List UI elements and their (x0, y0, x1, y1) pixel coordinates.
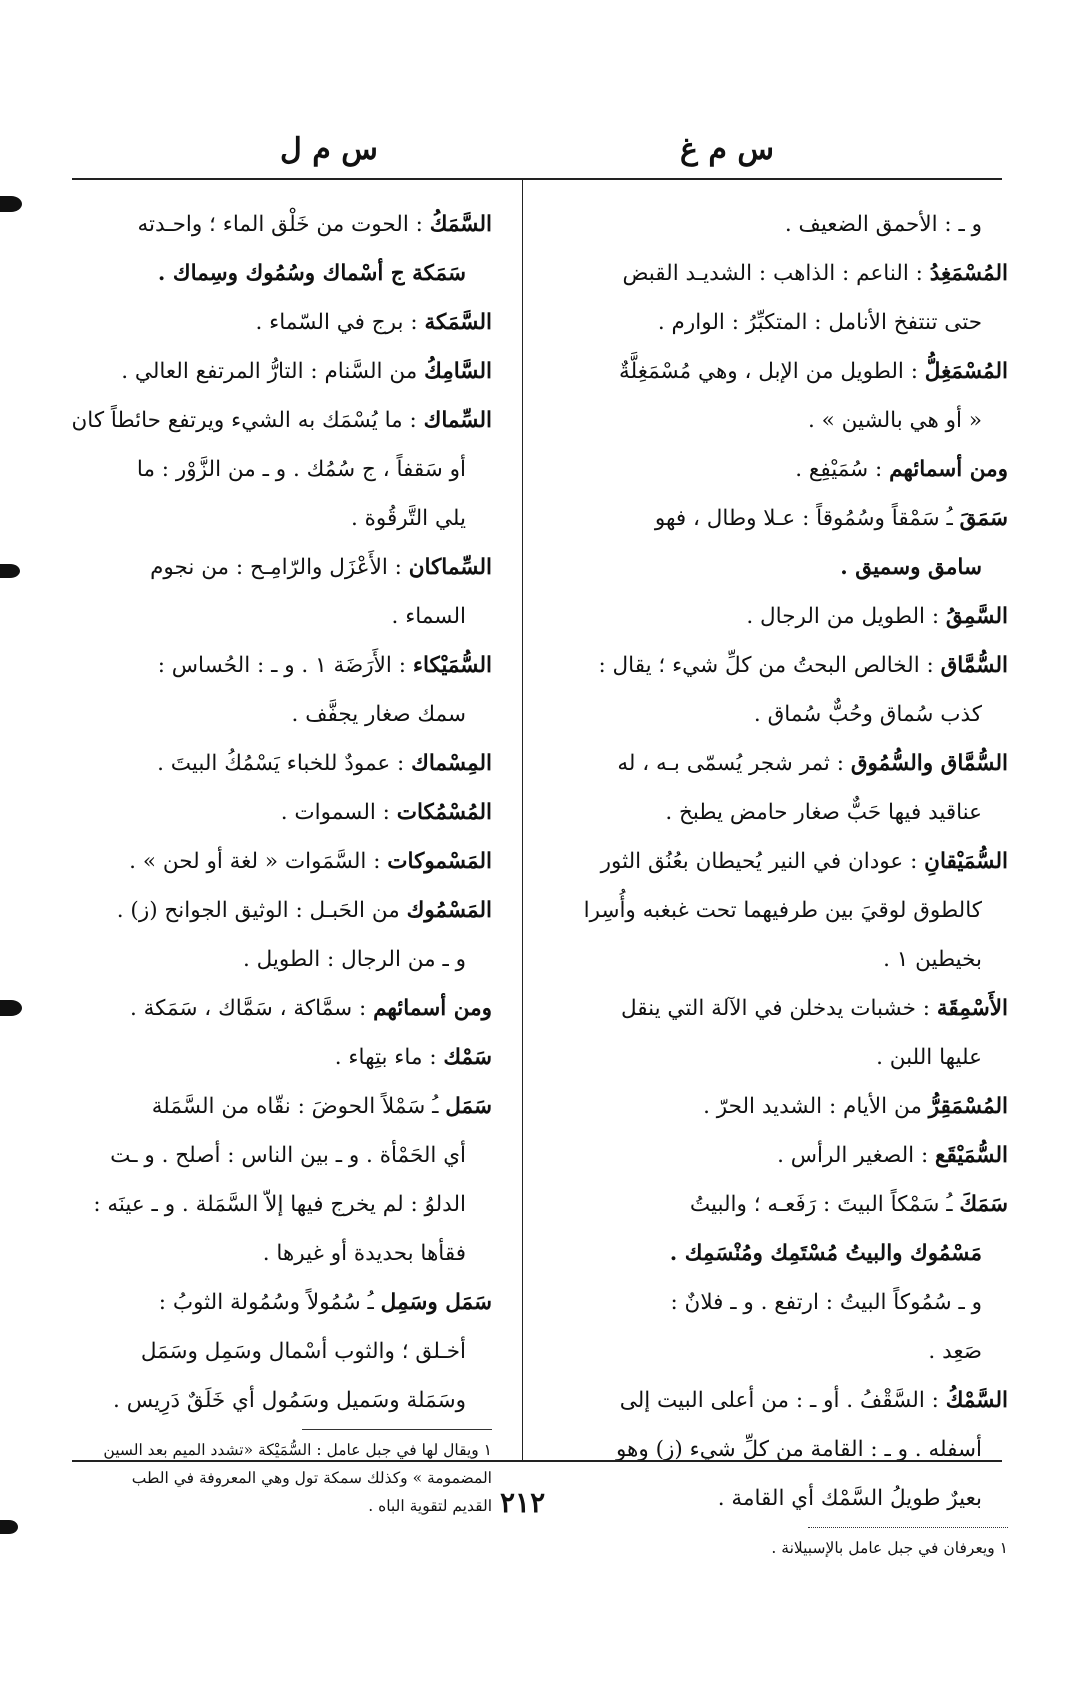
headword: السُّمَّاق والسُّمُوق (850, 751, 1008, 776)
definition-text: : ثمر شجر يُسمّى بـه ، له (617, 751, 844, 776)
entry-continuation (64, 445, 492, 494)
definition-text: : السَّمَوات « لغة أو لحن » . (129, 849, 381, 874)
dictionary-entry (64, 543, 492, 592)
headword: السَّامِكُ (424, 359, 492, 384)
definition-text: : عودان في النير يُحيطان بعُنُق الثور (600, 849, 918, 874)
dictionary-entry (64, 641, 492, 690)
definition-text: : عمودٌ للخباء يَسْمُكُ البيتَ . (157, 751, 405, 776)
dictionary-entry (64, 298, 492, 347)
headword: سَمَقَ (959, 506, 1008, 531)
dictionary-entry (578, 347, 1008, 396)
entry-continuation (578, 886, 1008, 935)
headword: المُسْمَقِرُّ (928, 1094, 1008, 1119)
headword: ومن أسمائهم (373, 996, 492, 1021)
definition-text: : الخالص البحتُ من كلِّ شيء ؛ يقال : (598, 653, 934, 678)
footnote-line: المضمومة » وكذلك سمكة تول وهي المعروفة في الطب (131, 1469, 492, 1487)
definition-text: فقأها بحديدة أو غيرها . (262, 1241, 466, 1266)
definition-text: سامق وسميق . (840, 555, 982, 580)
definition-text: : ماء بتِهاء . (334, 1045, 437, 1070)
dictionary-entry (64, 788, 492, 837)
definition-text: ـُ سَمْلاً الحوضَ : نقّاه من السَّمَلة (151, 1094, 439, 1119)
definition-text: كذب سُماق وحُبٌّ سُماق . (753, 702, 982, 727)
definition-text: سَمَكة ج أسْماك وسُمُوك وسِماك . (157, 261, 466, 286)
footnote-rule (302, 1429, 492, 1430)
headword: المُسْمُكات (396, 800, 492, 825)
footer-rule (72, 1460, 1002, 1462)
definition-text: « أو هي بالشين » . (807, 408, 982, 433)
header-rule (72, 178, 1002, 180)
entry-continuation (578, 1229, 1008, 1278)
definition-text: حتى تنتفخ الأنامل : المتكبِّرُ : الوارم . (657, 310, 982, 335)
definition-text: ـُ سُمُولاً وسُمُولة الثوبُ : (158, 1290, 374, 1315)
definition-text: من الحَبـل : الوثيق الجوانح (ز) . (116, 898, 400, 923)
dictionary-entry (578, 249, 1008, 298)
dictionary-entry (64, 739, 492, 788)
entry-continuation (578, 1033, 1008, 1082)
definition-text: سمك صغار يجفَّف . (291, 702, 466, 727)
dictionary-entry (64, 886, 492, 935)
definition-text: أو سَقفاً ، ج سُمُك . و ـ من الزَّوْر : ما (136, 457, 466, 482)
column-divider (522, 178, 523, 1460)
definition-text: مَسْمُوك والبيتُ مُسْتَمِك ومُنْسَمِك . (669, 1241, 982, 1266)
dictionary-entry (578, 445, 1008, 494)
footnote-rule (808, 1527, 1008, 1528)
footnote-line: ١ ويقال لها في جبل عامل : السُّمَيْكة «تشدد الميم بعد السين (103, 1441, 492, 1459)
definition-text: : الحوت من خَلْق الماء ؛ واحـدته (137, 212, 423, 237)
right-column (578, 200, 1008, 1562)
entry-continuation (64, 1131, 492, 1180)
entry-continuation (64, 1376, 492, 1425)
headword: المَسْمُوك (406, 898, 492, 923)
entry-continuation (64, 1180, 492, 1229)
dictionary-entry (578, 1082, 1008, 1131)
definition-text: : سُمَيْفِع . (795, 457, 883, 482)
definition-text: من السَّنام : التارُّ المرتفع العالي . (121, 359, 418, 384)
headword: السَّمَكة (424, 310, 492, 335)
dictionary-entry (64, 1278, 492, 1327)
headword: السِّماكان (408, 555, 492, 580)
headword: السُّمَيْكاء (412, 653, 492, 678)
definition-text: : الصغير الرأس . (777, 1143, 929, 1168)
dictionary-entry (64, 837, 492, 886)
headword: سَمَل (445, 1094, 492, 1119)
headword: الأَسْمِقَة (936, 996, 1008, 1021)
footnote-line: ١ ويعرفان في جبل عامل بالإسبيلانة . (771, 1539, 1008, 1557)
definition-text: كالطوق لوقيَ بين طرفيهما تحت غبغبه وأُسِرا (583, 898, 982, 923)
definition-text: : السَّقْفُ . أو ـ : من أعلى البيت إلى (619, 1388, 939, 1413)
entry-continuation (578, 1425, 1008, 1474)
entry-continuation (578, 690, 1008, 739)
definition-text: صَعِد . (928, 1339, 982, 1364)
headword: السُّمَّاق (940, 653, 1008, 678)
dictionary-entry (578, 494, 1008, 543)
definition-text: : خشبات يدخلن في الآلة التي ينقل (620, 996, 931, 1021)
definition-text: من الأيام : الشديد الحرّ . (703, 1094, 922, 1119)
binding-mark (0, 1520, 18, 1534)
definition-text: عناقيد فيها حَبٌّ صغار حامض يطبخ . (665, 800, 982, 825)
dictionary-entry (578, 739, 1008, 788)
dictionary-entry (578, 1131, 1008, 1180)
left-column (64, 200, 492, 1520)
headword: ومن أسمائهم (889, 457, 1008, 482)
definition-text: ـُ سَمْقاً وسُمُوقاً : عـلا وطال ، فهو (654, 506, 953, 531)
entry-continuation (578, 1474, 1008, 1523)
page-number: ٢١٢ (500, 1486, 546, 1519)
dictionary-entry (578, 1376, 1008, 1425)
dictionary-entry (64, 1082, 492, 1131)
entry-continuation (578, 543, 1008, 592)
definition-text: أسفله . و ـ : القامة من كلِّ شيء (ز) وهو (615, 1437, 982, 1462)
entry-continuation (64, 1229, 492, 1278)
headword: المَسْموكات (387, 849, 492, 874)
definition-text: : الأَرَضَة ١ . و ـ : الحُساس : (157, 653, 406, 678)
headword: السِّماك (423, 408, 492, 433)
definition-text: : سمَّاكة ، سَمَّاك ، سَمَكة . (129, 996, 367, 1021)
footnote-line: القديم لتقوية الباه . (368, 1497, 492, 1515)
definition-text: الدلوُ : لم يخرج فيها إلاّ السَّمَلة . و ـ عينَه : (93, 1192, 466, 1217)
headword: السُّمَيْقَع (935, 1143, 1008, 1168)
dictionary-entry (64, 347, 492, 396)
definition-text: أخـلق ؛ والثوب أسْمال وسَمِل وسَمَل (140, 1339, 466, 1364)
headword: السَّمَكُ (429, 212, 492, 237)
entry-continuation (578, 396, 1008, 445)
headword: السَّمِقُ (945, 604, 1008, 629)
binding-mark (0, 196, 22, 212)
headword: المُسْمَغِلُّ (924, 359, 1008, 384)
definition-text: يلي التَّرقُوة . (350, 506, 466, 531)
definition-text: وسَمَلة وسَميل وسَمُول أي خَلَقٌ دَرِيس . (113, 1388, 466, 1413)
definition-text: : الأَعْزَل والرّامِـح : من نجوم (150, 555, 402, 580)
dictionary-entry (64, 200, 492, 249)
entry-continuation (578, 298, 1008, 347)
headword: المِسْماك (411, 751, 492, 776)
dictionary-entry (64, 1033, 492, 1082)
entry-continuation (64, 494, 492, 543)
dictionary-entry (578, 592, 1008, 641)
definition-text: بعيرٌ طويلُ السَّمْك أي القامة . (717, 1486, 982, 1511)
definition-text: و ـ سُمُوكاً البيتُ : ارتفع . و ـ فلانٌ : (670, 1290, 982, 1315)
dictionary-entry (64, 396, 492, 445)
dictionary-entry (578, 984, 1008, 1033)
definition-text: : برج في السّماء . (255, 310, 418, 335)
definition-text: : ما يُسْمَك به الشيء ويرتفع حائطاً كان (71, 408, 417, 433)
definition-text: السماء . (391, 604, 466, 629)
definition-text: : الطويل من الرجال . (746, 604, 940, 629)
headword: السُّمَيْقانِ (924, 849, 1008, 874)
entry-continuation (578, 1327, 1008, 1376)
headword: سَمْك (443, 1045, 492, 1070)
dictionary-entry (578, 837, 1008, 886)
dictionary-entry (578, 1180, 1008, 1229)
entry-continuation (64, 935, 492, 984)
entry-continuation (578, 200, 1008, 249)
dictionary-entry (578, 641, 1008, 690)
definition-text: عليها اللبن . (876, 1045, 982, 1070)
definition-text: : الطويل من الإبل ، وهي مُسْمَغِلَّةٌ (619, 359, 918, 384)
column-header-right: س م غ (680, 132, 774, 167)
entry-continuation (578, 788, 1008, 837)
definition-text: بخيطين ١ . (883, 947, 982, 972)
entry-continuation (64, 592, 492, 641)
entry-continuation (64, 690, 492, 739)
definition-text: : السموات . (280, 800, 390, 825)
headword: السَّمْكُ (945, 1388, 1008, 1413)
entry-continuation (64, 1327, 492, 1376)
definition-text: أي الحَمْأة . و ـ بين الناس : أصلح . و ـت (110, 1143, 466, 1168)
entry-continuation (64, 249, 492, 298)
binding-mark (0, 1000, 22, 1016)
headword: سَمَكَ (959, 1192, 1008, 1217)
dictionary-entry (64, 984, 492, 1033)
column-header-left: س م ل (280, 132, 378, 167)
binding-mark (0, 564, 20, 578)
headword: سَمَل وسَمِل (380, 1290, 492, 1315)
headword: المُسْمَغِدُ (929, 261, 1008, 286)
entry-continuation (578, 1278, 1008, 1327)
definition-text: و ـ : الأحمق الضعيف . (784, 212, 982, 237)
entry-continuation (578, 935, 1008, 984)
definition-text: : الناعم : الذاهب : الشديـد القبض (622, 261, 923, 286)
definition-text: ـُ سَمْكاً البيتَ : رَفَعـه ؛ والبيتُ (689, 1192, 953, 1217)
definition-text: و ـ من الرجال : الطويل . (242, 947, 466, 972)
